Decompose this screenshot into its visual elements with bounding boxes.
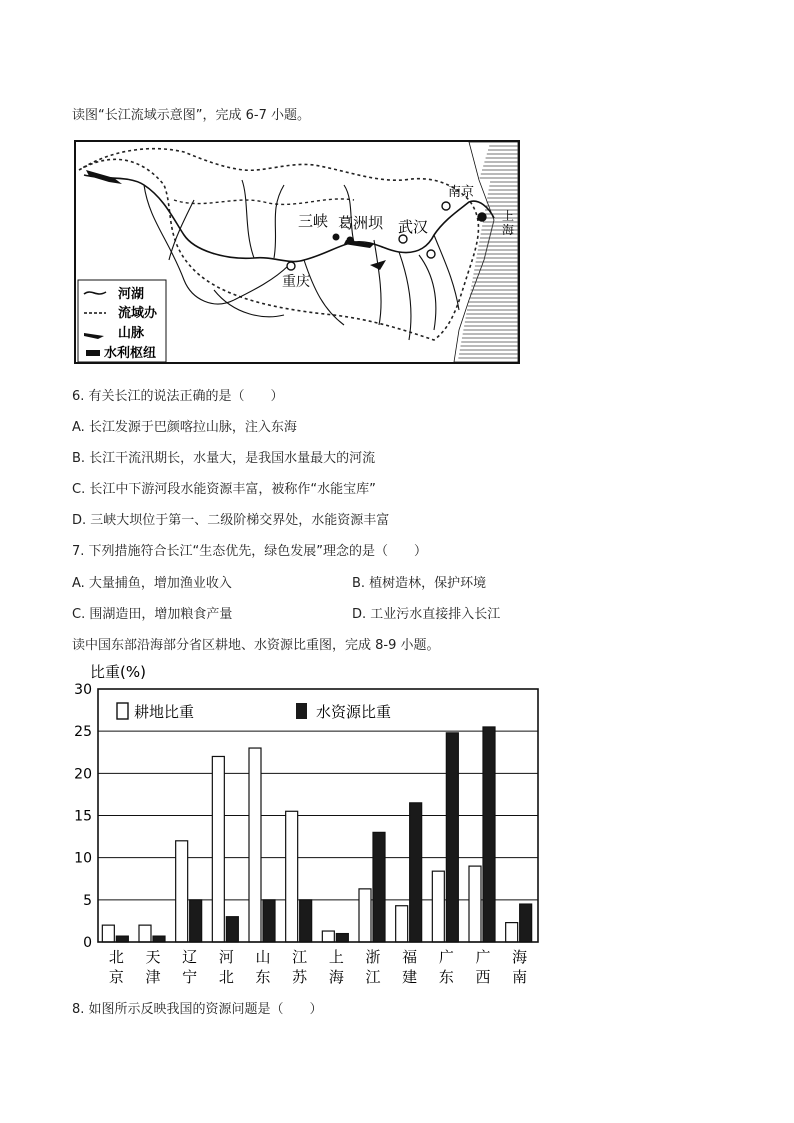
q6-option-c: C. 长江中下游河段水能资源丰富，被称作“水能宝库” (72, 482, 376, 497)
label-wuhan: 武汉 (398, 218, 429, 236)
intro-8-9: 读中国东部沿海部分省区耕地、水资源比重图，完成 8-9 小题。 (72, 638, 440, 653)
label-chongqing: 重庆 (282, 274, 310, 290)
legend-swatch-farmland (117, 703, 128, 719)
label-nanjing: 南京 (448, 185, 475, 200)
x-tick-label: 东 (438, 968, 454, 986)
bar-water (446, 733, 458, 942)
bar-water (226, 917, 238, 942)
bar-water (336, 934, 348, 942)
intro-6-7: 读图“长江流域示意图”，完成 6-7 小题。 (72, 108, 310, 123)
label-sanxia: 三峡 (298, 212, 329, 230)
x-tick-label: 广 (475, 948, 491, 966)
x-tick-label: 广 (438, 948, 454, 966)
x-tick-label: 建 (402, 968, 418, 986)
label-shang: 上 (502, 209, 515, 223)
legend-farmland: 耕地比重 (134, 703, 195, 721)
q6-stem: 6. 有关长江的说法正确的是（ ） (72, 389, 284, 404)
bar-farmland (212, 756, 224, 942)
bar-farmland (359, 889, 371, 942)
x-tick-label: 河 (218, 948, 234, 966)
y-tick-label: 25 (74, 724, 92, 741)
q6-option-a: A. 长江发源于巴颜喀拉山脉，注入东海 (72, 420, 297, 435)
y-tick-label: 20 (74, 766, 92, 783)
legend-basin: 流域办 (118, 306, 158, 321)
bar-farmland (102, 925, 114, 942)
bar-farmland (469, 866, 481, 942)
x-tick-label: 西 (475, 968, 491, 986)
x-tick-label: 北 (218, 968, 234, 986)
x-tick-label: 天 (145, 948, 161, 966)
x-tick-label: 海 (328, 968, 344, 986)
q6-option-b: B. 长江干流汛期长，水量大，是我国水量最大的河流 (72, 451, 376, 466)
x-tick-label: 山 (255, 948, 271, 966)
bar-farmland (322, 931, 334, 942)
y-tick-label: 10 (74, 850, 92, 867)
chart-ylabel: 比重(%) (90, 663, 146, 681)
q7-option-c: C. 围湖造田，增加粮食产量 (72, 607, 233, 622)
x-tick-label: 北 (108, 948, 124, 966)
x-tick-label: 宁 (182, 968, 198, 986)
legend-dam: 水利枢纽 (104, 346, 157, 361)
y-tick-label: 5 (83, 892, 92, 909)
q7-option-a: A. 大量捕鱼，增加渔业收入 (72, 576, 232, 591)
q8-stem: 8. 如图所示反映我国的资源问题是（ ） (72, 1002, 323, 1017)
farmland-water-chart (60, 655, 560, 995)
q6-option-d: D. 三峡大坝位于第一、二级阶梯交界处，水能资源丰富 (72, 513, 390, 528)
label-gezhouba: 葛洲坝 (338, 214, 384, 232)
bar-water (300, 900, 312, 942)
y-tick-label: 0 (83, 935, 92, 951)
bar-farmland (249, 748, 261, 942)
q7-option-b: B. 植树造林，保护环境 (352, 576, 487, 591)
q7-stem: 7. 下列措施符合长江“生态优先，绿色发展”理念的是（ ） (72, 544, 428, 559)
x-tick-label: 南 (512, 968, 528, 986)
x-tick-label: 辽 (182, 948, 198, 966)
x-tick-label: 江 (365, 968, 381, 986)
y-tick-label: 30 (74, 682, 92, 698)
x-tick-label: 上 (328, 948, 344, 966)
x-tick-label: 海 (512, 948, 528, 966)
legend-swatch-water (296, 703, 307, 719)
legend-rivers: 河湖 (118, 287, 145, 302)
bar-water (263, 900, 275, 942)
bar-water (373, 832, 385, 942)
x-tick-label: 苏 (292, 968, 308, 986)
bar-farmland (432, 871, 444, 942)
legend-water: 水资源比重 (316, 703, 392, 721)
legend-mountain: 山脉 (118, 326, 145, 341)
map-legend (78, 280, 166, 362)
x-tick-label: 江 (292, 948, 308, 966)
x-tick-label: 东 (255, 968, 271, 986)
bar-water (520, 904, 532, 942)
bar-water (116, 936, 128, 942)
x-tick-label: 浙 (365, 948, 381, 966)
x-tick-label: 福 (402, 948, 418, 966)
bar-farmland (139, 925, 151, 942)
bar-water (410, 803, 422, 942)
bar-water (190, 900, 202, 942)
chart-legend (117, 703, 391, 721)
bar-water (483, 727, 495, 942)
label-hai: 海 (502, 223, 515, 237)
bar-farmland (176, 841, 188, 942)
x-tick-label: 京 (108, 968, 124, 986)
yangtze-basin-map (74, 140, 520, 364)
x-tick-label: 津 (145, 968, 161, 986)
bar-farmland (396, 906, 408, 942)
y-tick-label: 15 (74, 808, 92, 825)
bar-water (153, 936, 165, 942)
q7-option-d: D. 工业污水直接排入长江 (352, 607, 501, 622)
bar-farmland (506, 923, 518, 942)
bar-farmland (286, 811, 298, 942)
